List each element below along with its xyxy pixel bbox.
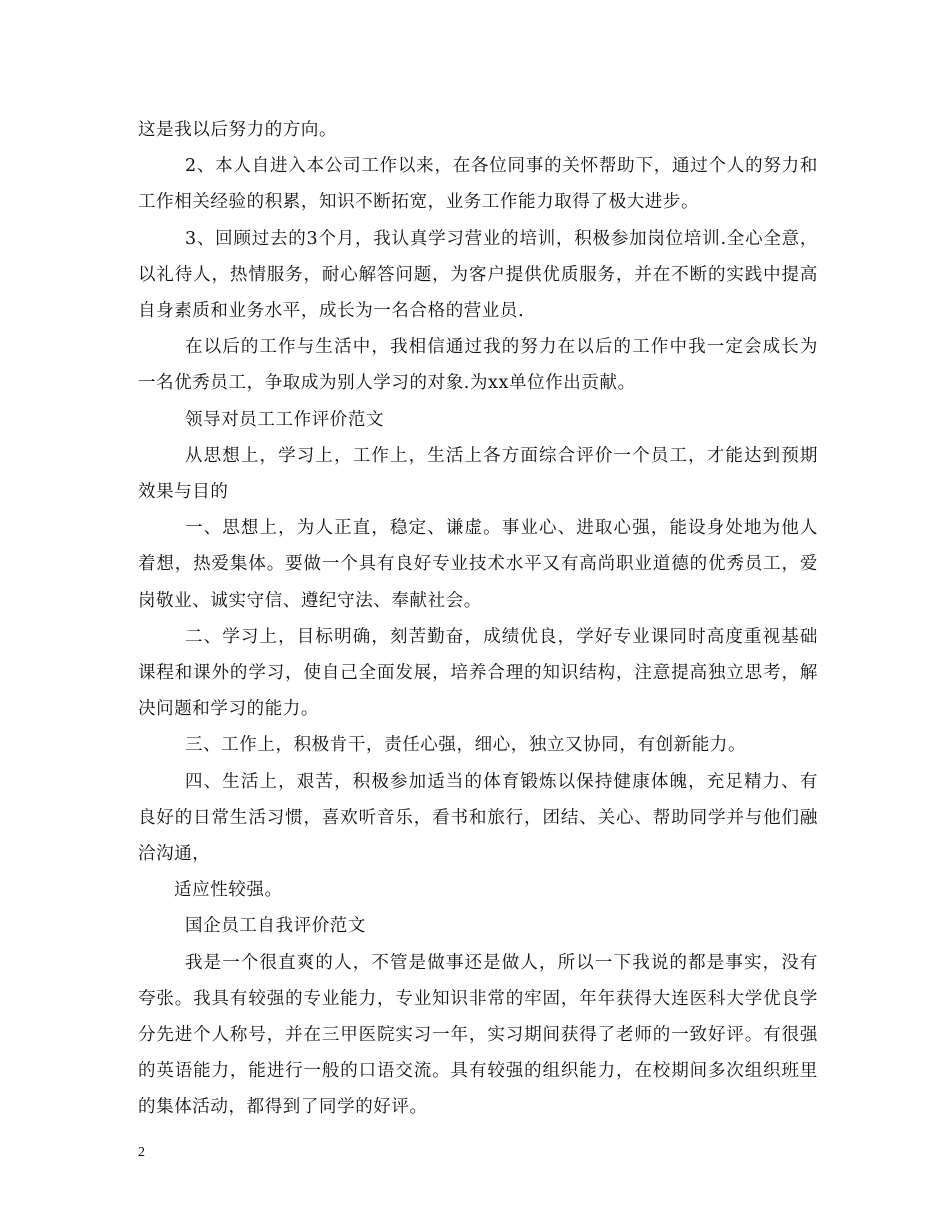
paragraph-8: 三、工作上，积极肯干，责任心强，细心，独立又协同，有创新能力。 — [185, 735, 747, 756]
paragraph-3: 3、回顾过去的3个月，我认真学习营业的培训，积极参加岗位培训.全心全意，以礼待人，热情服务，耐心解答问题，为客户提供优质服务，并在不断的实践中提高自身素质和业务水平，成长为一名合格的营业员. — [138, 228, 818, 322]
section-heading-self-review: 国企员工自我评价范文 — [185, 916, 366, 937]
paragraph-7: 二、学习上，目标明确，刻苦勤奋，成绩优良，学好专业课同时高度重视基础课程和课外的学习，使自己全面发展，培养合理的知识结构，注意提高独立思考，解决问题和学习的能力。 — [138, 626, 818, 720]
section-heading-leader-review: 领导对员工工作评价范文 — [185, 409, 385, 430]
document-body — [138, 112, 818, 1126]
paragraph-6: 一、思想上，为人正直，稳定、谦虚。事业心、进取心强，能设身处地为他人着想，热爱集体。要做一个具有良好专业技术水平又有高尚职业道德的优秀员工，爱岗敬业、诚实守信、遵纪守法、奉献社会。 — [138, 518, 818, 611]
paragraph-1: 这是我以后努力的方向。 — [138, 120, 338, 140]
page-number: 2 — [138, 1145, 145, 1160]
paragraph-4: 在以后的工作与生活中，我相信通过我的努力在以后的工作中我一定会成长为一名优秀员工，争取成为别人学习的对象.为xx单位作出贡献。 — [138, 337, 818, 394]
paragraph-10: 适应性较强。 — [174, 880, 283, 901]
paragraph-2: 2、本人自进入本公司工作以来，在各位同事的关怀帮助下，通过个人的努力和工作相关经验的积累，知识不断拓宽，业务工作能力取得了极大进步。 — [138, 156, 818, 213]
paragraph-9: 四、生活上，艰苦，积极参加适当的体育锻炼以保持健康体魄，充足精力、有良好的日常生活习惯，喜欢听音乐，看书和旅行，团结、关心、帮助同学并与他们融洽沟通， — [138, 771, 818, 865]
paragraph-11: 我是一个很直爽的人，不管是做事还是做人，所以一下我说的都是事实，没有夸张。我具有较强的专业能力，专业知识非常的牢固，年年获得大连医科大学优良学分先进个人称号，并在三甲医院实习一年，实习期间获得了老师的一致好评。有很强的英语能力，能进行一般的口语交流。具有较强的组织能力，在校期间多次组织班里的集体活动，都得到了同学的好评。 — [138, 952, 818, 1118]
paragraph-5: 从思想上，学习上，工作上，生活上各方面综合评价一个员工，才能达到预期效果与目的 — [138, 445, 818, 503]
